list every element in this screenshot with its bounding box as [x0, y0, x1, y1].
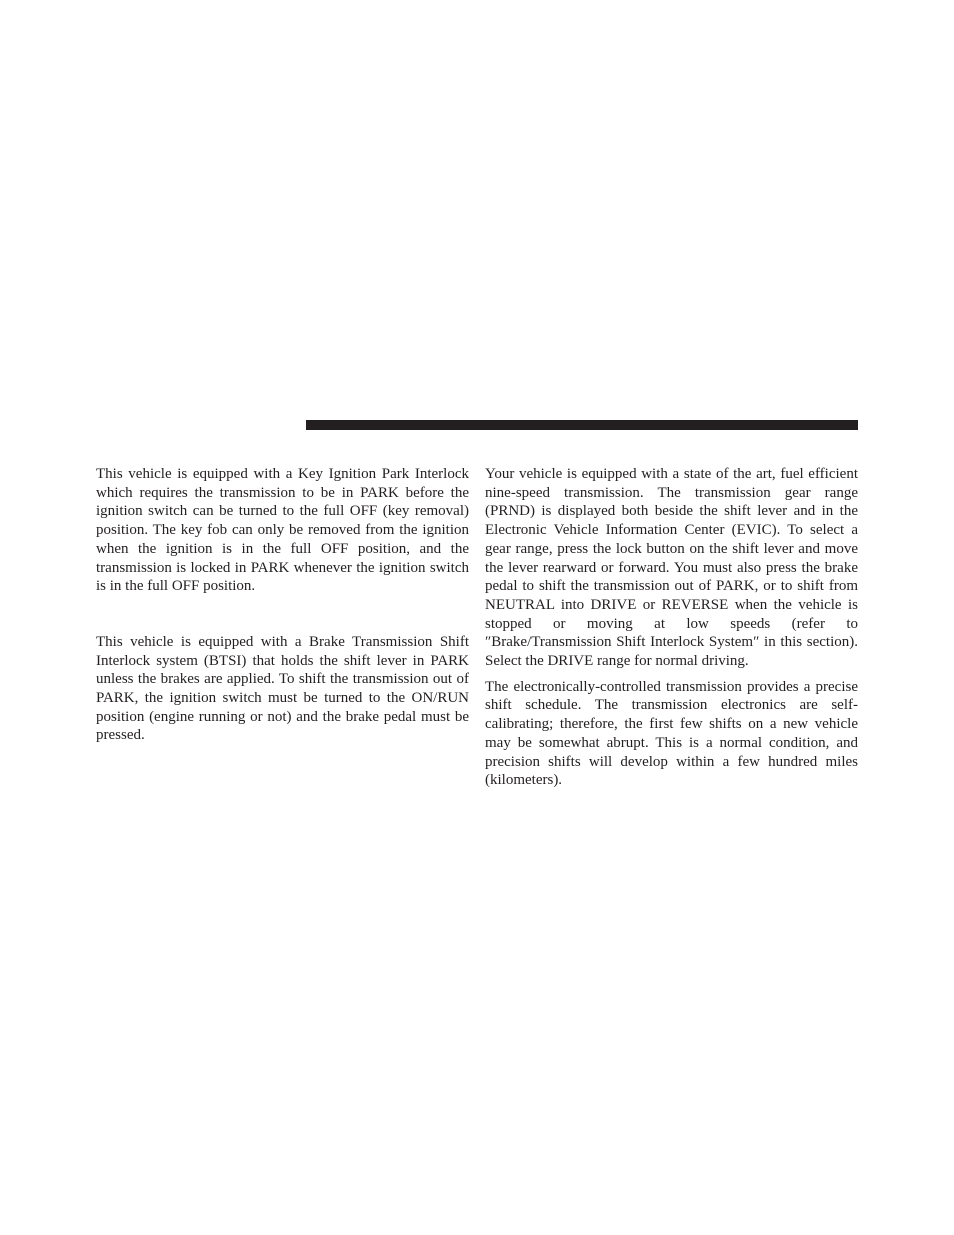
left-column	[96, 465, 469, 745]
key-ignition-park-interlock-paragraph: This vehicle is equipped with a Key Ignition Park Interlock which requires the transmission to be in PARK before the ignition switch can be turned to the full OFF (key removal) position. The key fob can only be removed from the ignition when the ignition is in the full OFF position, and the transmission is locked in PARK whenever the ignition switch is in the full OFF position.	[96, 466, 469, 595]
brake-transmission-shift-interlock-paragraph: This vehicle is equipped with a Brake Transmission Shift Interlock system (BTSI) that holds the shift lever in PARK unless the brakes are applied. To shift the transmission out of PARK, the ignition switch must be turned to the ON/RUN position (engine running or not) and the brake pedal must be pressed.	[96, 633, 469, 744]
section-header-bar	[306, 420, 858, 430]
shift-schedule-paragraph: The electronically-controlled transmission provides a precise shift schedule. The transmission electronics are self-calibrating; therefore, the first few shifts on a new vehicle may be somewhat abrupt. This is a normal condition, and precision shifts will develop within a few hundred miles (kilometers).	[485, 678, 858, 789]
right-column	[485, 465, 858, 790]
nine-speed-transmission-paragraph: Your vehicle is equipped with a state of the art, fuel efficient nine-speed transmission. The transmission gear range (PRND) is displayed both beside the shift lever and in the Electronic Vehicle Information Center (EVIC). To select a gear range, press the lock button on the shift lever and move the lever rearward or forward. You must also press the brake pedal to shift the transmission out of PARK, or to shift from NEUTRAL into DRIVE or REVERSE when the vehicle is stopped or moving at low speeds (refer to ″Brake/Transmission Shift Interlock System″ in this section). Select the DRIVE range for normal driving.	[485, 466, 858, 670]
